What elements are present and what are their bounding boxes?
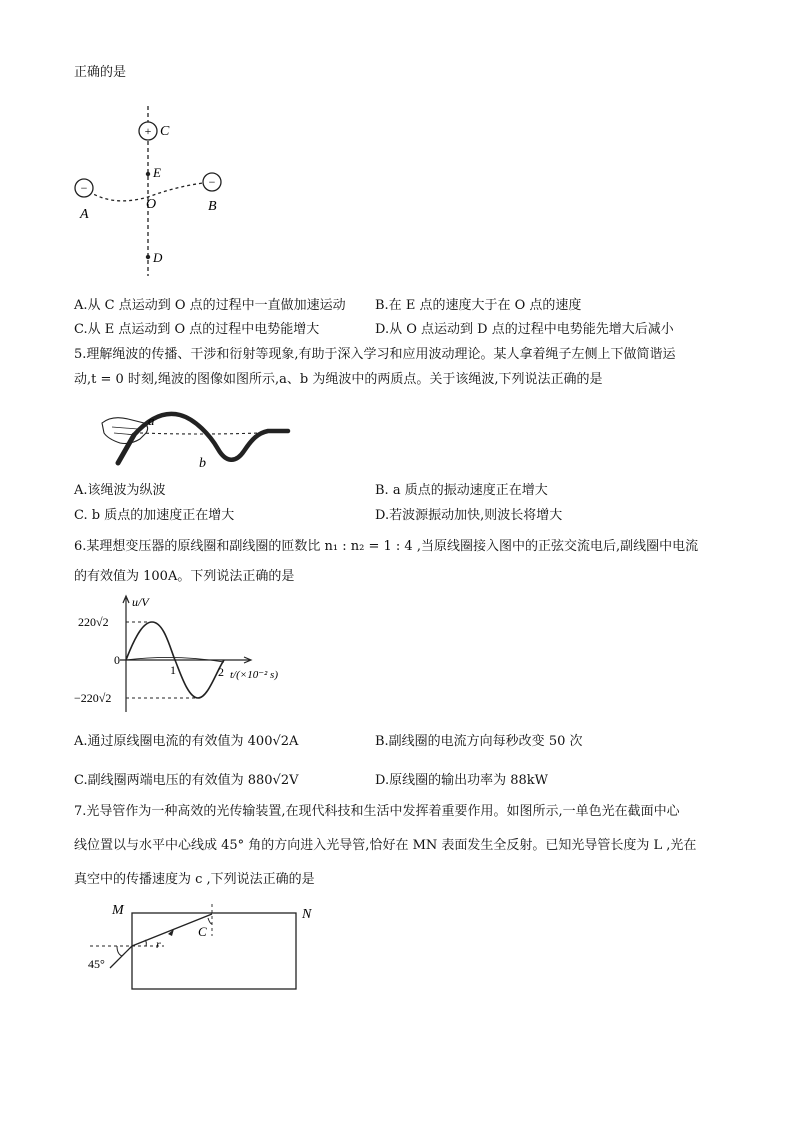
q5-option-a[interactable]: A.该绳波为纵波 bbox=[74, 483, 166, 498]
q7-stem-line3: 真空中的传播速度为 c ,下列说法正确的是 bbox=[74, 872, 315, 887]
q4-figure bbox=[60, 100, 240, 280]
q5-stem-line1: 5.理解绳波的传播、干涉和衍射等现象,有助于深入学习和应用波动理论。某人拿着绳子左侧上下做简谐运 bbox=[74, 347, 676, 362]
label-D: D bbox=[153, 250, 163, 265]
q4-option-d[interactable]: D.从 O 点运动到 D 点的过程中电势能先增大后减小 bbox=[375, 322, 674, 337]
q4-option-a[interactable]: A.从 C 点运动到 O 点的过程中一直做加速运动 bbox=[74, 298, 346, 313]
q6-option-a[interactable]: A.通过原线圈电流的有效值为 400√2A bbox=[74, 734, 299, 749]
q5-stem-line2: 动,t = 0 时刻,绳波的图像如图所示,a、b 为绳波中的两质点。关于该绳波,下列说法正确的是 bbox=[74, 372, 603, 387]
label-a: a bbox=[148, 413, 155, 428]
q7-stem-line2: 线位置以与水平中心线成 45° 角的方向进入光导管,恰好在 MN 表面发生全反射。已知光导管长度为 L ,光在 bbox=[74, 838, 697, 853]
q4-option-c[interactable]: C.从 E 点运动到 O 点的过程中电势能增大 bbox=[74, 322, 320, 337]
y-axis-label: u/V bbox=[132, 595, 149, 609]
minus-sign-a: − bbox=[80, 181, 88, 195]
q5-figure bbox=[100, 405, 300, 470]
label-B: B bbox=[208, 199, 217, 214]
label-N: N bbox=[302, 907, 312, 922]
y-bottom-label: −220√2 bbox=[74, 691, 112, 705]
q7-stem-line1: 7.光导管作为一种高效的光传输装置,在现代科技和生活中发挥着重要作用。如图所示,一单色光在截面中心 bbox=[74, 804, 680, 819]
label-r: r bbox=[156, 937, 161, 951]
label-M: M bbox=[112, 903, 124, 918]
q7-figure bbox=[84, 900, 324, 1000]
q6-option-d[interactable]: D.原线圈的输出功率为 88kW bbox=[375, 773, 549, 788]
y-zero-label: 0 bbox=[114, 653, 120, 667]
q6-stem-line2: 的有效值为 100A。下列说法正确的是 bbox=[74, 569, 295, 584]
label-A: A bbox=[80, 207, 89, 222]
q5-option-d[interactable]: D.若波源振动加快,则波长将增大 bbox=[375, 508, 563, 523]
y-top-label: 220√2 bbox=[78, 615, 109, 629]
q4-option-b[interactable]: B.在 E 点的速度大于在 O 点的速度 bbox=[375, 298, 582, 313]
minus-sign-b: − bbox=[208, 175, 216, 189]
label-E: E bbox=[153, 165, 161, 180]
x-axis-label: t/(×10⁻² s) bbox=[230, 669, 278, 681]
label-C: C bbox=[198, 924, 207, 939]
label-O: O bbox=[146, 197, 157, 212]
label-b: b bbox=[199, 456, 206, 470]
label-C: C bbox=[160, 124, 170, 139]
label-45-degree: 45° bbox=[88, 957, 105, 971]
x-two-label: 2 bbox=[218, 665, 224, 679]
intro-text: 正确的是 bbox=[74, 65, 127, 80]
plus-sign: + bbox=[144, 124, 152, 138]
q5-option-b[interactable]: B. a 质点的振动速度正在增大 bbox=[375, 483, 548, 498]
q6-option-c[interactable]: C.副线圈两端电压的有效值为 880√2V bbox=[74, 773, 299, 788]
q6-stem-line1: 6.某理想变压器的原线圈和副线圈的匝数比 n₁ : n₂ = 1 : 4 ,当原线圈接入图中的正弦交流电后,副线圈中电流 bbox=[74, 539, 699, 554]
q6-figure bbox=[74, 592, 304, 717]
q6-option-b[interactable]: B.副线圈的电流方向每秒改变 50 次 bbox=[375, 734, 583, 749]
x-one-label: 1 bbox=[170, 663, 176, 677]
q5-option-c[interactable]: C. b 质点的加速度正在增大 bbox=[74, 508, 235, 523]
